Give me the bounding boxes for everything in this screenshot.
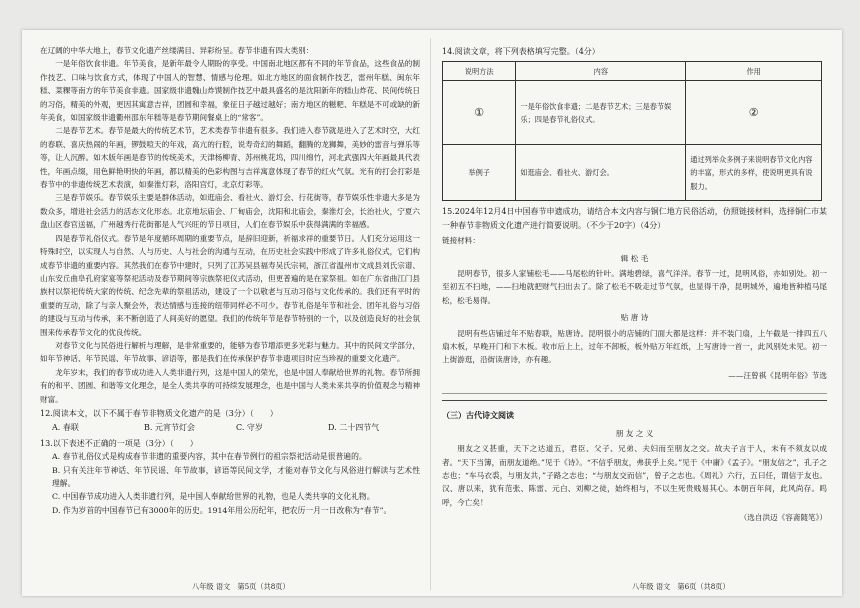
question-13: 13.以下表述不正确的一项是（3分）（ ）	[40, 438, 198, 448]
page-footer-right: 八年级 语文 第6页（共8页）	[632, 582, 730, 591]
answer-line[interactable]	[442, 382, 827, 394]
option-b[interactable]: B. 只有关注年节神话、年节民谣、年节故事，谚语等民间文学，才能对春节文化与风俗进行解读与艺术性理解。	[52, 465, 420, 488]
table-header: 内容	[516, 62, 686, 81]
passage-title: 朋 友 之 义	[615, 428, 654, 438]
table-row	[443, 145, 822, 201]
table-cell-blank-2[interactable]: ②	[686, 81, 822, 145]
paragraph-rituals: 四是春节礼俗仪式。春节是年度循环周期的重要节点，是辞旧迎新，祈福求祥的重要节日。人们充分运用这一特殊时空，以实现人与自然、人与历史、人与社会的沟通与互动，在历史社会实践中形成了许多礼俗仪式，它们构成春节非遗的重要内容。其然我们在春节中建时，只列了江苏吴县福寿吴氏宗祠，浙江省温州市文成县刘氏宗谱、山东安丘曲阜孔府家宴等祭祀活动及春节期间等宗族祭祀仪式活动，但更普遍的是在家祭祖。如在广东省曲江门县族村以祭祀传统大家的传统、纪念先辈的祭祖活动，建设了一个以敬老与互动习俗与文化传承的。我们还有平时的重要的互动，除了与亲人聚会外，表达情感与连接的纽带同样必不可少。春节礼俗是年节和社会、团年礼俗与习俗的建设与互动与传承，来不断创造了人间美好的愿望。我们的传统年节是春节特别的一个，以及创造良好的社会氛围来传承春节文化的优良传统。	[40, 233, 420, 337]
link-material-label: 链接材料：	[442, 236, 480, 246]
section-rule	[442, 400, 827, 401]
excerpt-source: ——汪曾祺《昆明年俗》节选	[728, 370, 827, 380]
table-row	[443, 81, 822, 145]
subtitle-tang-poems: 贴 唐 诗	[620, 313, 649, 323]
tang-poems-text: 昆明有些店铺过年不贴春联，贴唐诗。昆明很小的店铺的门面大都是这样：并不装门扇，上午截是一排四五八扇木板，早晚开门和下木板。收市后上上，过年不卸板，板外贴万年红纸，上写唐诗一首一，此风别处未见。初一上街游逛，沿街读唐诗，亦有趣。	[442, 328, 827, 365]
paragraph-food: 一是年俗饮食非遗。年节美食，是新年最令人期盼的享受。中国南北地区都有不同的年节食品，这些食品的制作技艺、口味与饮食方式，体现了中国人的智慧、情感与伦理。如北方地区的面食制作技艺，雷州年糕、闽东年糕、菜粿等南方的年节美食非遗。国家级非遗魏山炸馍制作技艺中最具盛名的是沈阳新年的糕山炸花、民间传统日的习俗，精美的外观，更因其寓意吉祥，团圆和幸福，象征日子越过越好；南方地区的糍粑、年糕是不可或缺的新年美食，如国家级非遗衢州邵东年糕等是春节期间餐桌上的“常客”。	[40, 59, 420, 123]
option-d[interactable]: D. 二十四节气	[328, 423, 380, 433]
paragraph-entertainment: 三是春节娱乐。春节娱乐主要是群体活动，如逛庙会、看社火、游灯会、行花街等，春节娱乐性非遗大多是为数众多，增进社会活力的活态文化形态。北京地坛庙会、厂甸庙会，沈阳和北庙会，秦淮灯会，长治社火，宁夏六盘山区春官送福，广州越秀行花街都是人气兴旺的节日项目，人们在春节娱乐中获得满满的幸福感。	[40, 193, 420, 230]
left-page	[40, 44, 420, 517]
table-header: 说明方法	[443, 62, 516, 81]
table-header-row	[443, 62, 822, 81]
table-cell: 如逛庙会、看社火、游灯会。	[516, 145, 686, 201]
paragraph-folk-literature: 对春节文化与民俗进行解析与理解，是非常重要的，能够为春节增添更多光彩与魅力。其中的民间文学部分，如年节神话、年节民谣、年节故事、谚语等，都是我们在传承保护春节非遗项目时应当珍视的重要文化遗产。	[40, 340, 420, 364]
option-c[interactable]: C. 中国春节成功进入人类非遗行列，是中国人奉献给世界的礼物，也是人类共享的文化礼物。	[52, 492, 375, 502]
option-a[interactable]: A. 春节礼俗仪式是构成春节非遗的重要内容，其中在春节例行的祖宗祭祀活动是很普遍的。	[52, 452, 367, 462]
paragraph-art: 二是春节艺术。春节是最大的传统艺术节，艺术类春节非遗有很多。我们进入春节就是进入了艺术时空，大红的春联、喜庆热闹的年画，锣鼓喧天的年戏，高亢的行腔，说寿奇幻的舞蹈，翻腾的龙狮舞，美妙的雷音与弹乐等等，让人沉醉。如木版年画是春节的传统美术，天津杨柳青、苏州桃花坞，四川绵竹，河北武强四大年画最具代表性，年画点缀，用色鲜艳明快的年画，都以精美的色彩构图与吉祥寓意体现了春节的红火气氛。光有的打会打彩是春节中的非遗传统艺术表演，如秦淮灯彩，洛阳宫灯，北京灯彩等。	[40, 126, 420, 190]
table-header: 作用	[686, 62, 822, 81]
subtitle-pine-needles: 辑 松 毛	[620, 253, 649, 263]
table-cell: 通过列举众多例子来说明春节文化内容的丰富，形式的多样，使说明更具有说服力。	[686, 145, 822, 201]
exam-sheet	[22, 30, 842, 596]
section-heading: （三）古代诗文阅读	[442, 410, 514, 421]
question-12: 12.阅读本文，以下不属于春节非物质文化遗产的是（3分）（ ）	[40, 408, 278, 418]
page-divider	[430, 38, 431, 590]
intro-paragraph: 在辽阔的中华大地上，春节文化遗产丝缕满目、异彩纷呈。春节非遗有四大类别：	[40, 46, 314, 55]
right-page	[442, 44, 827, 525]
classical-passage: 朋友之义甚重，天下之达道五，君臣、父子、兄弟、夫妇而至朋友之交。故夫子言于人，未有不须友以成者。“天下当簿，而朋友道绝。”见于《诗》。“不信乎朋友，弗获乎上矣。”见于《中庸》《孟子》。“朋友信之”，孔子之志也；“车马衣裘，与朋友共，”子路之志也；“与朋友交而信”，曾子之志也。《周礼》六行，五曰任，谓信于友也。汉、唐以来，犹有范张、陈雷、元白、刘柳之徒，始终相与，不以生死贵贱易其心。本朝百年间，此风尚存。呜呼，今亡矣！	[442, 444, 827, 507]
question-12-options	[52, 421, 420, 434]
option-c[interactable]: C. 守岁	[236, 423, 263, 433]
table-cell: 一是年俗饮食非遗；二是春节艺术；三是春节娱乐；四是春节礼俗仪式。	[516, 81, 686, 145]
question-15: 15.2024年12月4日中国春节申遗成功，请结合本文内容与铜仁地方民俗活动，仿照链接材料，选择铜仁市某一种春节非物质文化遗产进行简要说明。（不少于20字）（4分）	[442, 207, 827, 230]
explanation-table	[442, 61, 822, 201]
option-a[interactable]: A. 春联	[52, 423, 79, 433]
table-cell-blank-1[interactable]: ①	[443, 81, 516, 145]
passage-source: （选自洪迈《容斋随笔》）	[739, 513, 827, 523]
table-cell: 举例子	[443, 145, 516, 201]
pine-needles-text: 昆明春节，很多人家铺松毛——马尾松的针叶。满地碧绿，喜气洋洋。春节一过，昆明风俗，亦如别处。初一至初五不扫地，——扫地就把财气扫出去了。除了松毛不吸走过节气氛，也显得干净，昆明城外，遍地皆种植马尾松，松毛易得。	[442, 269, 827, 305]
option-d[interactable]: D. 作为岁首的中国春节已有3000年的历史。1914年用公历纪年，把农历一月一日改称为“春节”。	[52, 505, 392, 515]
question-14: 14.阅读文章，将下列表格填写完整。（4分）	[442, 47, 600, 56]
page-footer-left: 八年级 语文 第5页（共8页）	[192, 582, 290, 591]
paragraph-conclusion: 龙年岁末，我们的春节成功进入人类非遗行列，这是中国人的荣光，也是中国人奉献给世界的礼物。春节所拥有的和平、团圆、和谐等文化理念，是全人类共享的可持续发展理念，也是中国与人类未来共享的价值观念与精神财富。	[40, 367, 420, 404]
option-b[interactable]: B. 元宵节灯会	[144, 423, 195, 433]
